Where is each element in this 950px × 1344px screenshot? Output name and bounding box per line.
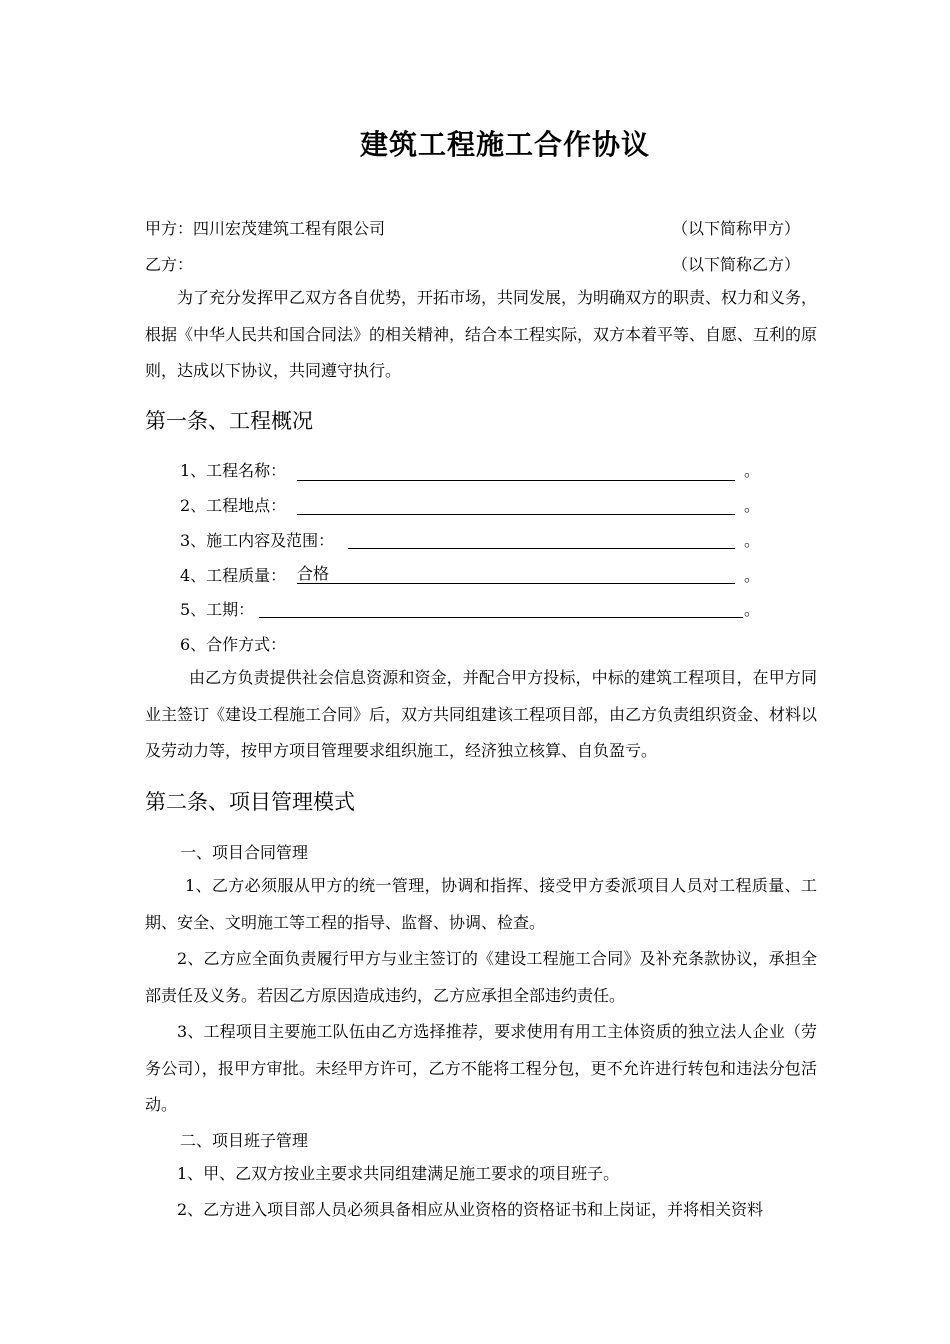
field-quality-end: 。 bbox=[744, 566, 761, 585]
field-quality-value: 合格 bbox=[297, 564, 330, 583]
field-project-name-end: 。 bbox=[744, 461, 761, 480]
section1-title: 一、项目合同管理 bbox=[180, 843, 309, 862]
field-location-blank bbox=[297, 514, 735, 515]
field-quality-blank bbox=[297, 583, 735, 584]
field-project-name-label: 1、工程名称： bbox=[180, 461, 287, 480]
field-duration-end: 。 bbox=[744, 600, 761, 619]
cooperation-mode-paragraph: 由乙方负责提供社会信息资源和资金，并配合甲方投标，中标的建筑工程项目，在甲方同业主签订《建设工程施工合同》后，双方共同组建该工程项目部，由乙方负责组织资金、材料以及劳动力等，按甲方项目管理要求组织施工，经济独立核算、自负盈亏。 bbox=[145, 668, 818, 760]
party-b-label: 乙方： bbox=[145, 255, 194, 274]
section1-item-1: 1、乙方必须服从甲方的统一管理，协调和指挥、接受甲方委派项目人员对工程质量、工期、安全、文明施工等工程的指导、监督、协调、检查。 bbox=[145, 876, 817, 932]
section2-item-1: 1、甲、乙双方按业主要求共同组建满足施工要求的项目班子。 bbox=[177, 1164, 620, 1183]
section2-title: 二、项目班子管理 bbox=[180, 1131, 309, 1150]
section1-item-2: 2、乙方应全面负责履行甲方与业主签订的《建设工程施工合同》及补充条款协议，承担全部责任及义务。若因乙方原因造成违约，乙方应承担全部违约责任。 bbox=[145, 949, 817, 1005]
party-a-line bbox=[145, 217, 385, 241]
document-title: 建筑工程施工合作协议 bbox=[359, 128, 650, 161]
party-b-note: （以下简称乙方） bbox=[672, 255, 801, 274]
party-a-note: （以下简称甲方） bbox=[672, 219, 801, 238]
field-duration-blank bbox=[259, 617, 743, 618]
field-location-end: 。 bbox=[744, 496, 761, 515]
field-location-label: 2、工程地点： bbox=[180, 496, 287, 515]
cooperation-mode-label: 6、合作方式： bbox=[180, 635, 287, 654]
party-a-label: 甲方： bbox=[145, 219, 194, 238]
article2-heading: 第二条、项目管理模式 bbox=[145, 790, 355, 814]
section1-item-3: 3、工程项目主要施工队伍由乙方选择推荐，要求使用有用工主体资质的独立法人企业（劳务公司），报甲方审批。未经甲方许可，乙方不能将工程分包，更不允许进行转包和违法分包活动。 bbox=[145, 1022, 817, 1114]
intro-paragraph: 为了充分发挥甲乙双方各自优势，开拓市场，共同发展，为明确双方的职责、权力和义务，根据《中华人民共和国合同法》的相关精神，结合本工程实际，双方本着平等、自愿、互利的原则，达成以下协议，共同遵守执行。 bbox=[145, 288, 818, 380]
field-scope-blank bbox=[348, 548, 735, 549]
section2-item-2: 2、乙方进入项目部人员必须具备相应从业资格的资格证书和上岗证，并将相关资料 bbox=[177, 1200, 764, 1219]
field-scope-label: 3、施工内容及范围： bbox=[180, 531, 335, 550]
field-scope-end: 。 bbox=[744, 531, 761, 550]
party-a-name: 四川宏茂建筑工程有限公司 bbox=[193, 219, 386, 238]
article1-heading: 第一条、工程概况 bbox=[145, 409, 313, 433]
field-duration-label: 5、工期： bbox=[180, 600, 255, 619]
field-quality-label: 4、工程质量： bbox=[180, 566, 287, 585]
field-project-name-blank bbox=[297, 480, 735, 481]
